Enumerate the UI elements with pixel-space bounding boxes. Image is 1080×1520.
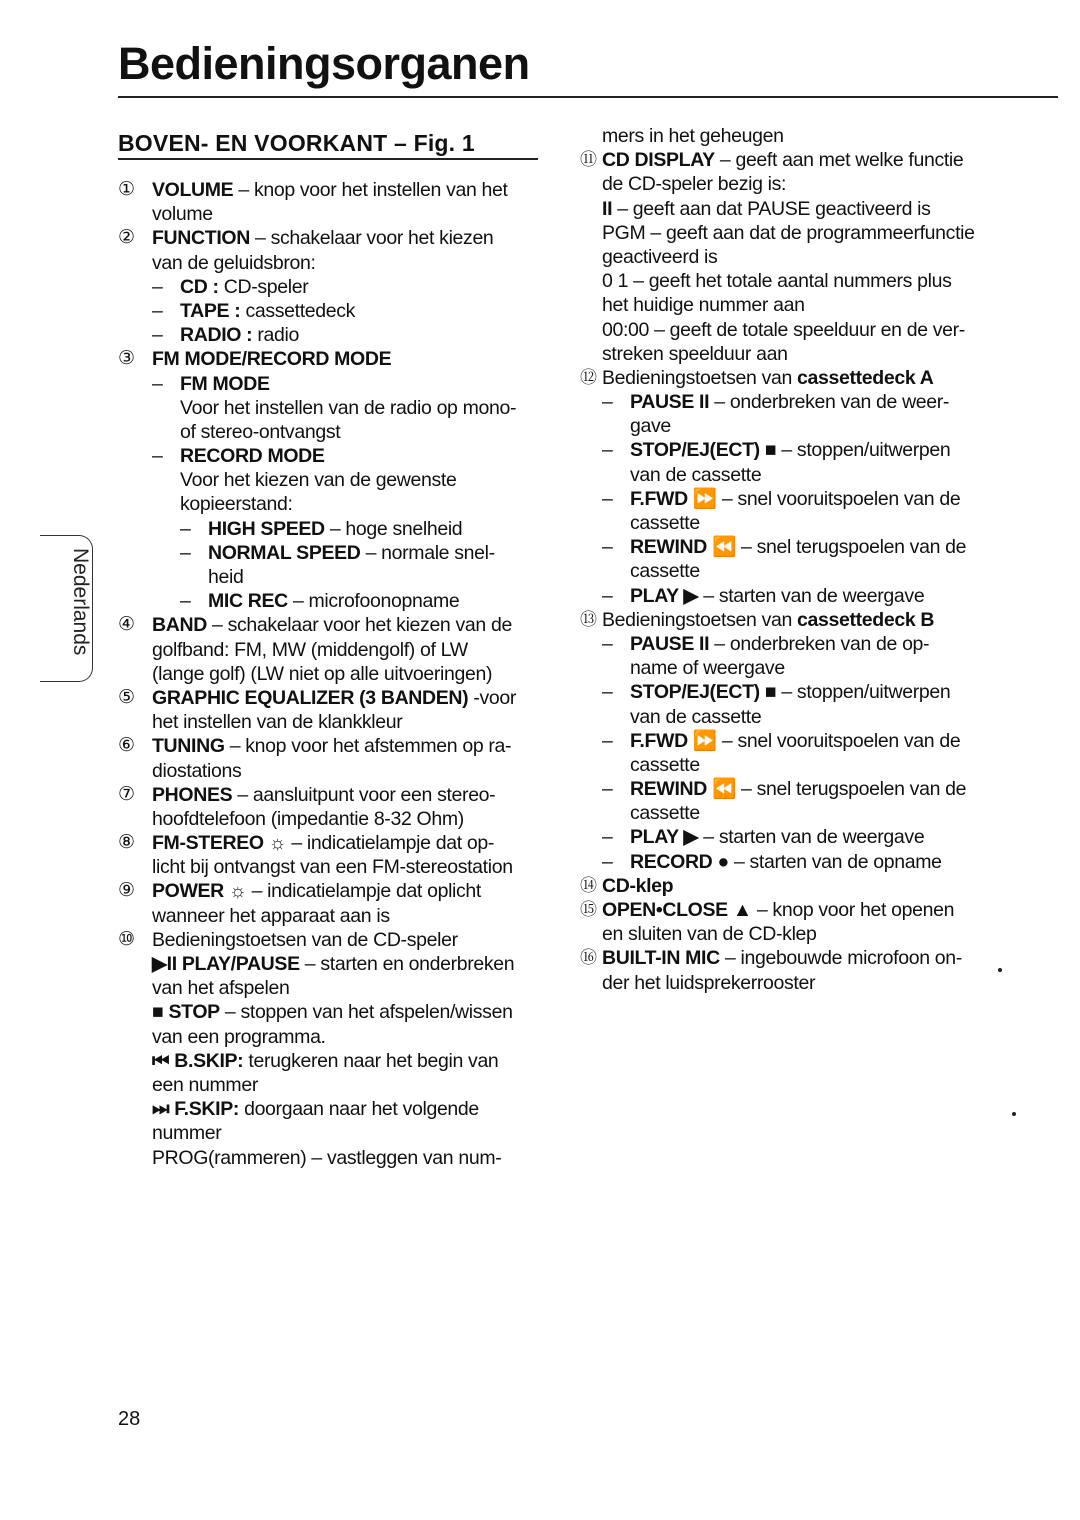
- list-dash: –: [602, 584, 613, 607]
- list-dash: –: [152, 324, 163, 347]
- list-dash: –: [602, 778, 613, 801]
- term-label: HIGH SPEED: [208, 517, 325, 540]
- line-text: [152, 879, 481, 903]
- term-label: REWIND ⏪: [630, 536, 736, 559]
- description: – normale snel-: [360, 541, 495, 564]
- description: Voor het kiezen van de gewenste: [180, 469, 457, 492]
- description: – onderbreken van de weer-: [709, 391, 950, 414]
- line-text: [180, 323, 299, 347]
- description: – hoge snelheid: [324, 517, 463, 540]
- item-number: ②: [118, 227, 135, 249]
- line-text: [630, 438, 950, 462]
- term-label: BAND: [152, 614, 207, 637]
- item-number: ⑤: [118, 686, 135, 708]
- description: het instellen van de klankkleur: [152, 711, 403, 734]
- term-label: ▶II PLAY/PAUSE: [152, 953, 300, 975]
- list-dash: –: [602, 487, 613, 510]
- line-text: [152, 1121, 221, 1145]
- description: cassette: [630, 753, 700, 776]
- term-label: TAPE :: [180, 299, 241, 322]
- line-text: [630, 535, 966, 559]
- term-label: PHONES: [152, 783, 233, 806]
- description: nummer: [152, 1122, 222, 1145]
- description: wanneer het apparaat aan is: [152, 904, 390, 927]
- line-text: [602, 124, 784, 148]
- line-text: [630, 729, 960, 753]
- description: – starten en onderbreken: [299, 953, 515, 975]
- line-text: [602, 922, 817, 946]
- list-dash: –: [602, 850, 613, 873]
- line-text: [602, 971, 815, 995]
- item-number: ⑭: [580, 875, 597, 895]
- line-text: [152, 178, 508, 202]
- line-text: [152, 855, 513, 879]
- description: 00:00 – geeft de totale speelduur en de ver-: [602, 318, 965, 341]
- line-text: [630, 487, 960, 511]
- line-text: [602, 342, 788, 366]
- line-text: [630, 584, 924, 608]
- description: – snel vooruitspoelen van de: [716, 487, 961, 510]
- description: diostations: [152, 759, 242, 782]
- term-label: PLAY ▶: [630, 584, 699, 607]
- line-text: [152, 686, 516, 710]
- line-text: [152, 928, 458, 952]
- description: heid: [208, 566, 244, 588]
- description: golfband: FM, MW (middengolf) of LW: [152, 638, 468, 661]
- line-text: [152, 613, 512, 637]
- line-text: [180, 372, 270, 396]
- line-text: [152, 976, 290, 1000]
- description: – schakelaar voor het kiezen van de: [206, 614, 512, 637]
- description: – knop voor het instellen van het: [233, 179, 508, 201]
- list-dash: –: [602, 681, 613, 704]
- item-number: ⑩: [118, 928, 135, 950]
- line-text: [152, 783, 495, 807]
- speck: [998, 968, 1002, 972]
- section-underline: [118, 158, 538, 160]
- line-text: [180, 275, 308, 299]
- description: (lange golf) (LW niet op alle uitvoeringen): [152, 662, 493, 685]
- description: – starten van de opname: [728, 850, 942, 873]
- description: cassettedeck: [240, 299, 356, 322]
- description: of stereo-ontvangst: [180, 420, 341, 443]
- line-text: [630, 656, 785, 680]
- line-text: [630, 463, 761, 487]
- term-label: II: [602, 197, 613, 220]
- term-label: CD-klep: [602, 874, 674, 897]
- line-text: [180, 396, 516, 420]
- line-text: [152, 662, 492, 686]
- term-label: FM MODE/RECORD MODE: [152, 348, 392, 371]
- term-label: CD :: [180, 275, 219, 298]
- description: en sluiten van de CD-klep: [602, 923, 817, 946]
- term-label: CD DISPLAY: [602, 149, 715, 172]
- line-text: [602, 608, 934, 632]
- description: – knop voor het afstemmen op ra-: [224, 735, 512, 758]
- list-dash: –: [602, 826, 613, 849]
- page-title: Bedieningsorganen: [118, 38, 530, 89]
- description: – knop voor het openen: [751, 899, 955, 921]
- line-text: [152, 638, 468, 662]
- list-dash: –: [602, 632, 613, 655]
- list-dash: –: [152, 372, 163, 395]
- description: van de cassette: [630, 705, 762, 728]
- line-text: [602, 293, 805, 317]
- line-text: [602, 366, 933, 390]
- term-label: BUILT-IN MIC: [602, 947, 720, 970]
- term-label: GRAPHIC EQUALIZER (3 BANDEN): [152, 686, 469, 709]
- line-text: [152, 1097, 479, 1121]
- line-text: [152, 1025, 326, 1049]
- description: – microfoonopname: [287, 590, 460, 613]
- line-text: [630, 777, 966, 801]
- description: gave: [630, 415, 671, 438]
- line-text: [630, 511, 700, 535]
- description: kopieerstand:: [180, 493, 293, 516]
- line-text: [630, 825, 924, 849]
- line-text: [630, 632, 929, 656]
- description: der het luidsprekerrooster: [602, 971, 816, 994]
- item-number: ⑦: [118, 783, 135, 805]
- line-text: [602, 245, 717, 269]
- description: het huidige nummer aan: [602, 294, 805, 317]
- description: terugkeren naar het begin van: [243, 1049, 499, 1072]
- line-text: [630, 414, 671, 438]
- term-label: PAUSE II: [630, 391, 710, 414]
- description: radio: [252, 324, 299, 347]
- term-label: PLAY ▶: [630, 826, 699, 849]
- term-label: FM-STEREO: [152, 832, 264, 855]
- description: van een programma.: [152, 1025, 326, 1048]
- line-text: [180, 299, 355, 323]
- line-text: [602, 946, 962, 970]
- line-text: [152, 734, 511, 758]
- description: Bedieningstoetsen van de CD-speler: [152, 928, 458, 951]
- term-label: POWER: [152, 880, 224, 903]
- item-number: ⑪: [580, 150, 597, 170]
- description: – snel terugspoelen van de: [735, 536, 967, 559]
- term-label: ■ STOP: [152, 1001, 220, 1024]
- list-dash: –: [152, 445, 163, 468]
- term-label: cassettedeck B: [797, 608, 935, 631]
- item-number: ①: [118, 179, 135, 200]
- line-text: [630, 705, 761, 729]
- description: cassette: [630, 560, 700, 583]
- description: – geeft aan dat PAUSE geactiveerd is: [612, 197, 931, 220]
- term-label: ⏭ F.SKIP:: [152, 1098, 239, 1121]
- item-number: ⑫: [580, 367, 597, 387]
- line-text: [630, 753, 700, 777]
- line-text: [602, 269, 952, 293]
- line-text: [152, 251, 316, 275]
- line-text: [152, 226, 493, 250]
- item-number: ⑨: [118, 880, 135, 902]
- line-text: [602, 318, 965, 342]
- list-dash: –: [180, 541, 191, 564]
- description: – ingebouwde microfoon on-: [719, 947, 962, 970]
- line-text: [152, 1146, 501, 1170]
- line-text: [152, 202, 213, 226]
- description: cassette: [630, 512, 700, 534]
- term-label: ⏮ B.SKIP:: [152, 1049, 244, 1072]
- line-text: [602, 148, 963, 172]
- line-text: [152, 710, 402, 734]
- description: – snel terugspoelen van de: [735, 778, 967, 801]
- list-dash: –: [602, 536, 613, 559]
- list-dash: –: [180, 517, 191, 540]
- line-text: [152, 831, 494, 855]
- line-text: [602, 197, 931, 221]
- term-label: RECORD ●: [630, 850, 729, 873]
- description: – starten van de weergave: [698, 584, 925, 607]
- line-text: [152, 1073, 258, 1097]
- line-text: [630, 680, 950, 704]
- description: – onderbreken van de op-: [709, 632, 930, 655]
- line-text: [630, 801, 700, 825]
- description: streken speelduur aan: [602, 342, 788, 365]
- term-label: STOP/EJ(ECT) ■: [630, 439, 777, 462]
- description: – snel vooruitspoelen van de: [716, 729, 961, 752]
- description: -voor: [468, 686, 517, 709]
- term-label: TUNING: [152, 735, 225, 758]
- line-text: [152, 807, 464, 831]
- term-label: OPEN•CLOSE ▲: [602, 899, 752, 921]
- description: licht bij ontvangst van een FM-stereostation: [152, 856, 513, 879]
- line-text: [180, 468, 456, 492]
- term-label: RECORD MODE: [180, 445, 325, 468]
- speck: [1012, 1112, 1016, 1116]
- item-number: ⑯: [580, 948, 597, 968]
- description: van het afspelen: [152, 977, 290, 1000]
- list-dash: –: [602, 729, 613, 752]
- description: 0 1 – geeft het totale aantal nummers plus: [602, 270, 952, 293]
- description: name of weergave: [630, 657, 785, 680]
- description: de CD-speler bezig is:: [602, 173, 787, 196]
- term-label: FM MODE: [180, 372, 270, 395]
- description: Voor het instellen van de radio op mono-: [180, 396, 517, 419]
- line-text: [208, 565, 243, 589]
- term-label: F.FWD ⏩: [630, 487, 717, 510]
- item-number: ⑧: [118, 832, 135, 854]
- description: mers in het geheugen: [602, 125, 784, 147]
- description: cassette: [630, 802, 700, 825]
- term-label: PAUSE II: [630, 632, 710, 655]
- list-dash: –: [152, 275, 163, 298]
- item-number: ⑬: [580, 609, 597, 629]
- line-text: [208, 589, 459, 613]
- description: CD-speler: [218, 275, 309, 298]
- description: Bedieningstoetsen van: [602, 608, 798, 631]
- line-text: [630, 850, 942, 874]
- line-text: [180, 444, 325, 468]
- term-label: STOP/EJ(ECT) ■: [630, 681, 777, 704]
- line-text: [630, 559, 700, 583]
- line-text: [180, 420, 340, 444]
- item-number: ④: [118, 614, 135, 636]
- line-text: [152, 1049, 498, 1073]
- line-text: [180, 492, 293, 516]
- line-text: [152, 759, 241, 783]
- term-label: cassettedeck A: [797, 366, 934, 389]
- line-text: [602, 898, 954, 922]
- item-number: ⑥: [118, 735, 135, 757]
- description: hoofdtelefoon (impedantie 8-32 Ohm): [152, 807, 464, 830]
- term-label: RADIO :: [180, 324, 253, 347]
- description: doorgaan naar het volgende: [239, 1098, 479, 1121]
- description: van de cassette: [630, 463, 762, 486]
- term-label: F.FWD ⏩: [630, 729, 717, 752]
- term-label: MIC REC: [208, 590, 288, 613]
- line-text: [152, 904, 390, 928]
- description: – stoppen/uitwerpen: [776, 681, 951, 704]
- description: – stoppen van het afspelen/wissen: [219, 1001, 513, 1024]
- description: PGM – geeft aan dat de programmeerfunctie: [602, 221, 975, 244]
- term-label: NORMAL SPEED: [208, 541, 361, 564]
- line-text: [208, 541, 495, 565]
- description: – geeft aan met welke functie: [714, 149, 964, 172]
- description: van de geluidsbron:: [152, 251, 316, 274]
- language-tab-label: Nederlands: [69, 548, 92, 656]
- line-text: [152, 1000, 513, 1024]
- term-label: FUNCTION: [152, 227, 250, 250]
- description: PROG(rammeren) – vastleggen van num-: [152, 1146, 502, 1169]
- item-number: ③: [118, 348, 135, 370]
- line-text: [630, 390, 949, 414]
- list-dash: –: [602, 391, 613, 414]
- description: – aansluitpunt voor een stereo-: [232, 783, 496, 806]
- section-heading: BOVEN- EN VOORKANT – Fig. 1: [118, 130, 475, 156]
- line-text: [208, 517, 462, 541]
- list-dash: –: [180, 590, 191, 613]
- description: – schakelaar voor het kiezen: [249, 227, 494, 250]
- list-dash: –: [152, 299, 163, 322]
- description: – stoppen/uitwerpen: [776, 439, 951, 462]
- title-divider: [118, 96, 1058, 98]
- description: ☼ – indicatielampje dat oplicht: [223, 880, 481, 903]
- description: volume: [152, 203, 213, 226]
- description: Bedieningstoetsen van: [602, 366, 798, 389]
- term-label: VOLUME: [152, 179, 234, 201]
- line-text: [602, 221, 975, 245]
- item-number: ⑮: [580, 900, 597, 919]
- description: geactiveerd is: [602, 245, 718, 268]
- description: een nummer: [152, 1073, 258, 1096]
- description: ☼ – indicatielampje dat op-: [263, 832, 494, 855]
- line-text: [602, 172, 786, 196]
- line-text: [152, 347, 391, 371]
- list-dash: –: [602, 439, 613, 462]
- term-label: REWIND ⏪: [630, 778, 736, 801]
- line-text: [602, 874, 673, 898]
- line-text: [152, 952, 514, 976]
- page-number: 28: [118, 1408, 141, 1430]
- description: – starten van de weergave: [698, 826, 925, 849]
